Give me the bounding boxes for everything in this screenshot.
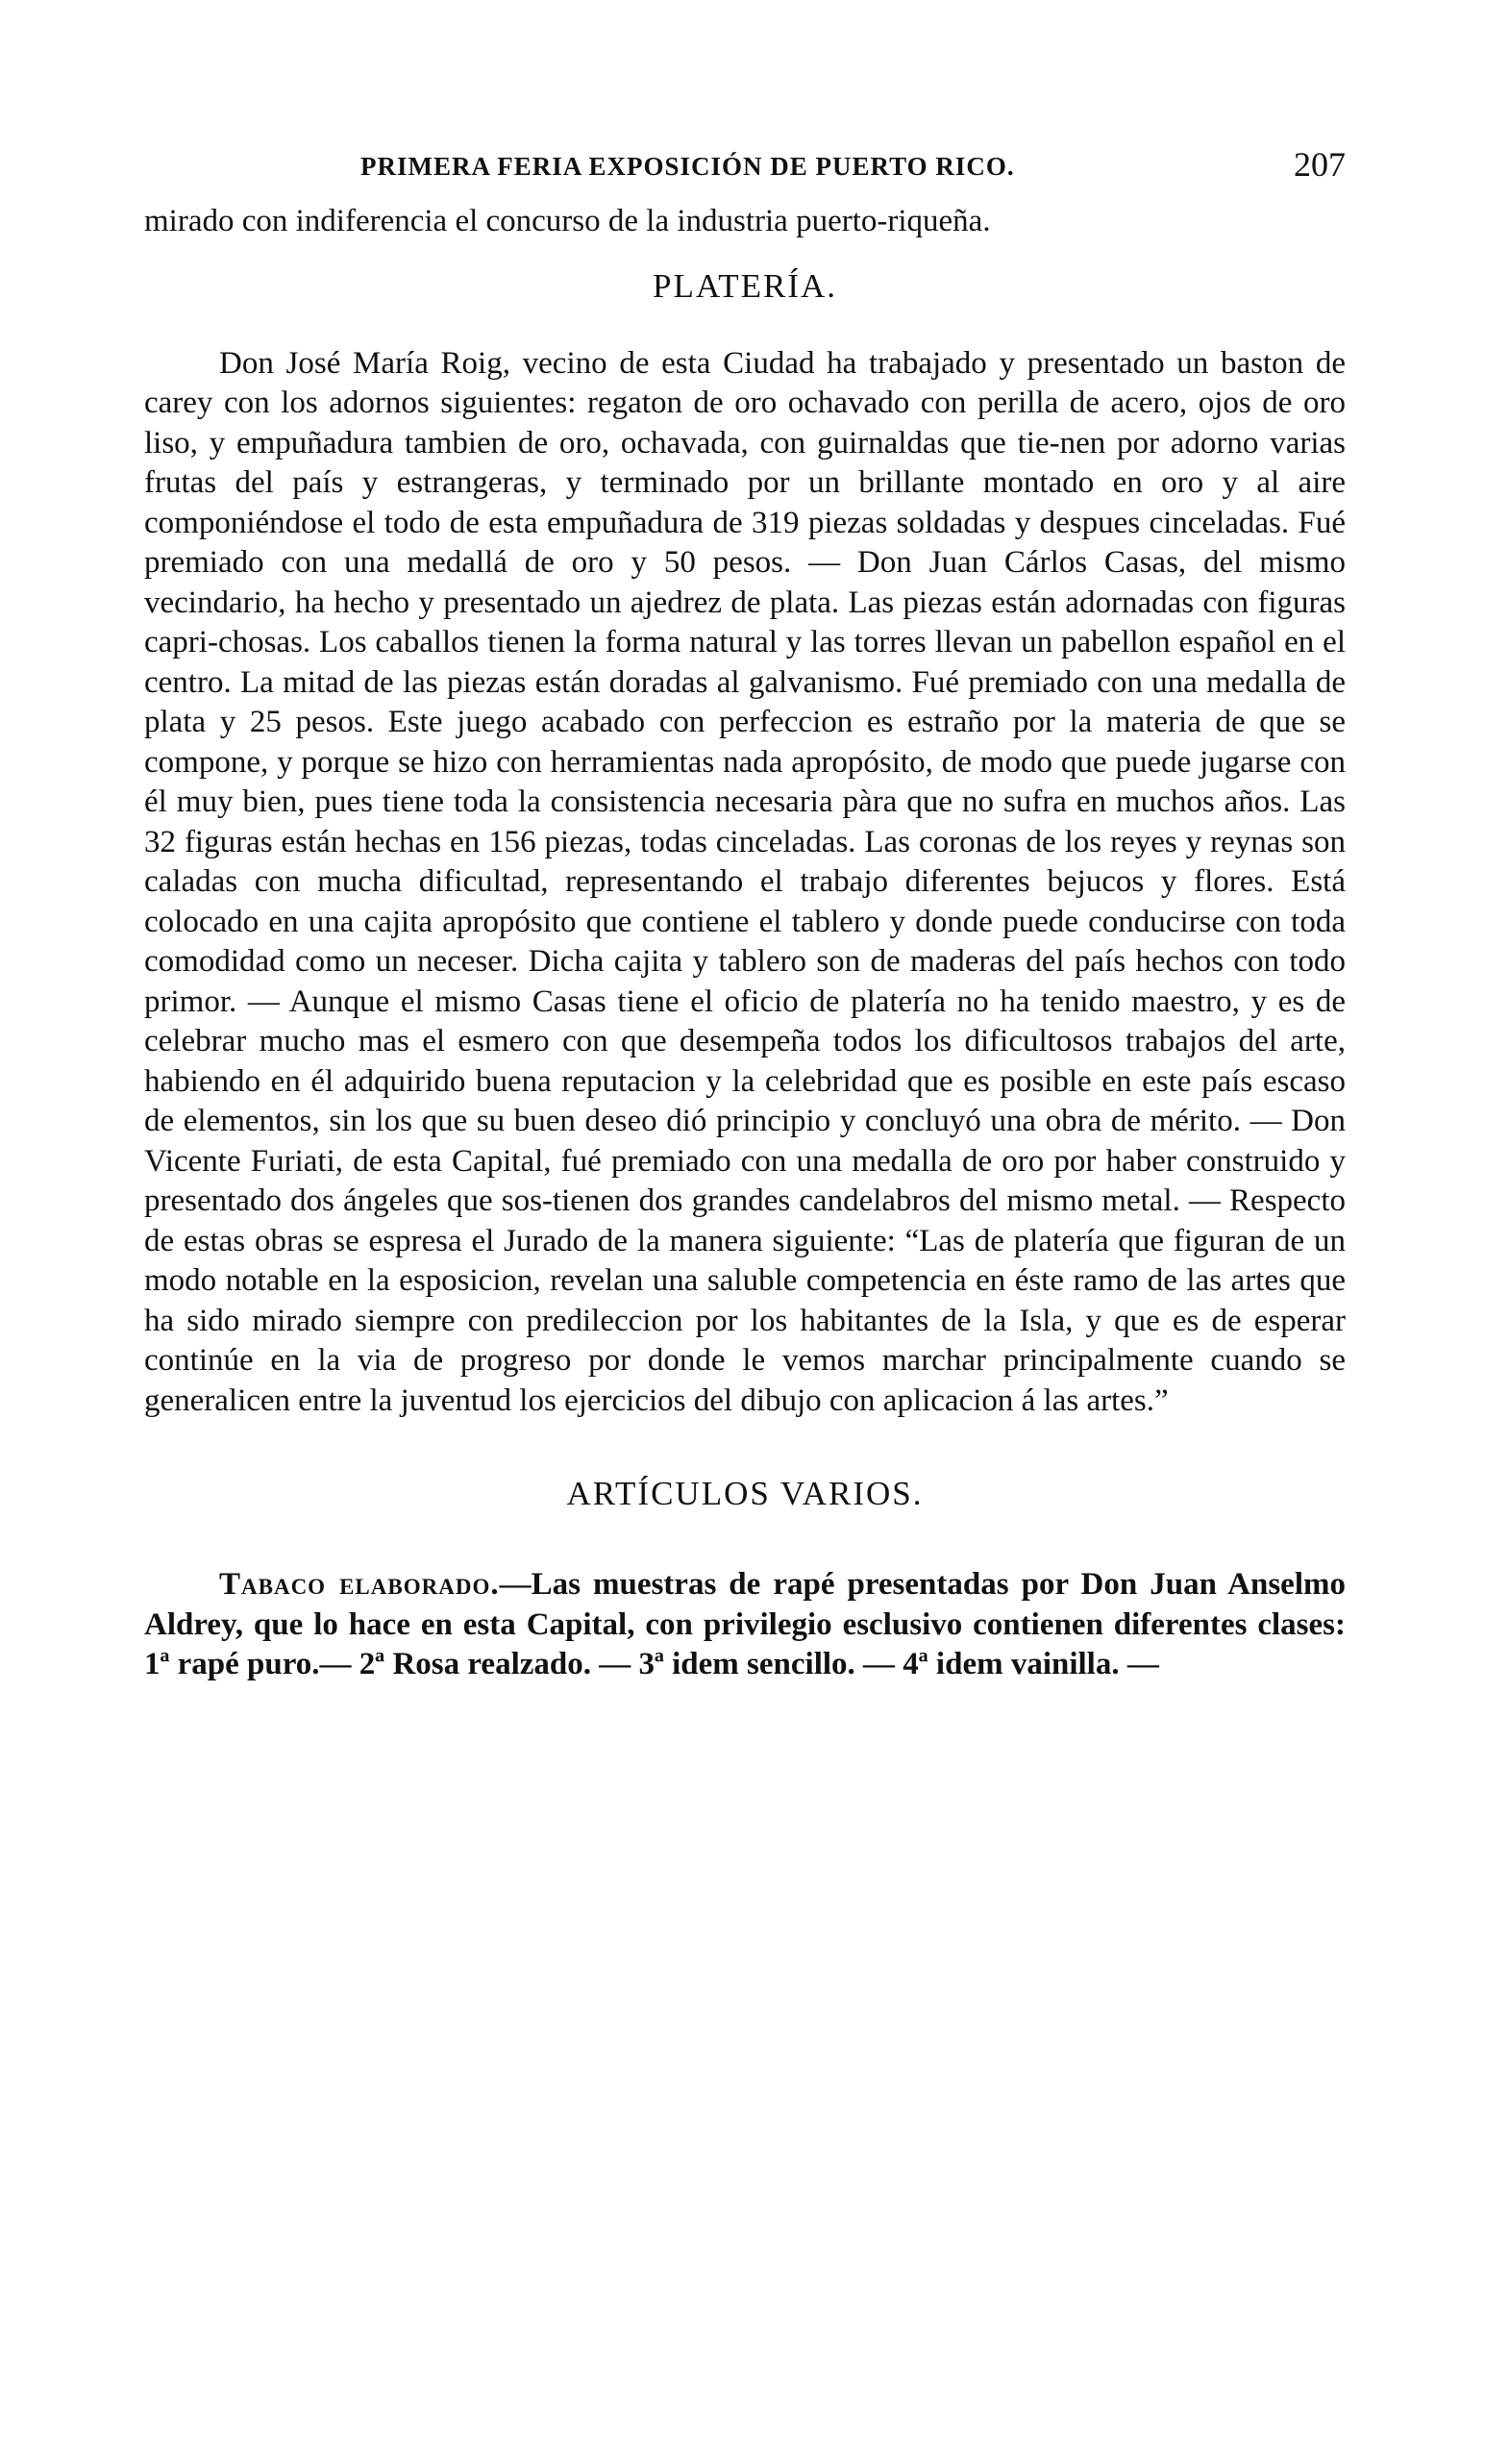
plateria-paragraph: Don José María Roig, vecino de esta Ciudad ha trabajado y presentado un baston de carey con los adornos siguientes: regaton de oro ochavado con perilla de acero, ojos de oro liso, y empuñadura tambien de oro, ochavada, con guirnaldas que tie-nen por adorno varias frutas del país y estrangeras, y terminado por un brillante montado en oro y al aire componiéndose el todo de esta empuñadura de 319 piezas soldadas y despues cinceladas. Fué premiado con una medallá de oro y 50 pesos. — Don Juan Cárlos Casas, del mismo vecindario, ha hecho y presentado un ajedrez de plata. Las piezas están adornadas con figuras capri-chosas. Los caballos tienen la forma natural y las torres llevan un pabellon español en el centro. La mitad de las piezas están doradas al galvanismo. Fué premiado con una medalla de plata y 25 pesos. Este juego acabado con perfeccion es estraño por la materia de que se compone, y porque se hizo con herramientas nada apropósito, de modo que puede jugarse con él muy bien, pues tiene toda la consistencia necesaria pàra que no sufra en muchos años. Las 32 figuras están hechas en 156 piezas, todas cinceladas. Las coronas de los reyes y reynas son caladas con mucha dificultad, representando el trabajo diferentes bejucos y flores. Está colocado en una cajita apropósito que contiene el tablero y donde puede conducirse con toda comodidad como un neceser. Dicha cajita y tablero son de maderas del país hechos con todo primor. — Aunque el mismo Casas tiene el oficio de platería no ha tenido maestro, y es de celebrar mucho mas el esmero con que desempeña todos los dificultosos trabajos del arte, habiendo en él adquirido buena reputacion y la celebridad que es posible en este país escaso de elementos, sin los que su buen deseo dió principio y concluyó una obra de mérito. — Don Vicente Furiati, de esta Capital, fué premiado con una medalla de oro por haber construido y presentado dos ángeles que sos-tienen dos grandes candelabros del mismo metal. — Respecto de estas obras se espresa el Jurado de la manera siguiente: “Las de platería que figuran de un modo notable en la esposicion, revelan una saluble competencia en éste ramo de las artes que ha sido mirado siempre con predileccion por los habitantes de la Isla, y que es de esperar continúe en la via de progreso por donde le vemos marchar principalmente cuando se generalicen entre la juventud los ejercicios del dibujo con aplicacion á las artes.” [144,345,1346,1418]
lead-in-tabaco-elaborado: Tabaco elaborado. [219,1567,500,1602]
book-page [144,144,1346,1685]
tabaco-paragraph-text: —Las muestras de rapé presentadas por Don Juan Anselmo Aldrey, que lo hace en esta Capital, con privilegio esclusivo contienen diferentes clases: 1ª rapé puro.— 2ª Rosa realzado. — 3ª idem sencillo. — 4ª idem vainilla. — [144,1567,1346,1681]
opening-paragraph: mirado con indiferencia el concurso de la industria puerto-riqueña. [144,204,991,238]
articulos-varios-paragraph [144,1565,1346,1685]
page-number: 207 [1294,145,1346,184]
running-head [144,144,1346,202]
body-text [144,202,1346,1685]
running-title: PRIMERA FERIA EXPOSICIÓN DE PUERTO RICO. [360,152,1015,181]
section-heading-plateria: PLATERÍA. [652,266,838,305]
section-heading-articulos-varios: ARTÍCULOS VARIOS. [566,1475,924,1512]
